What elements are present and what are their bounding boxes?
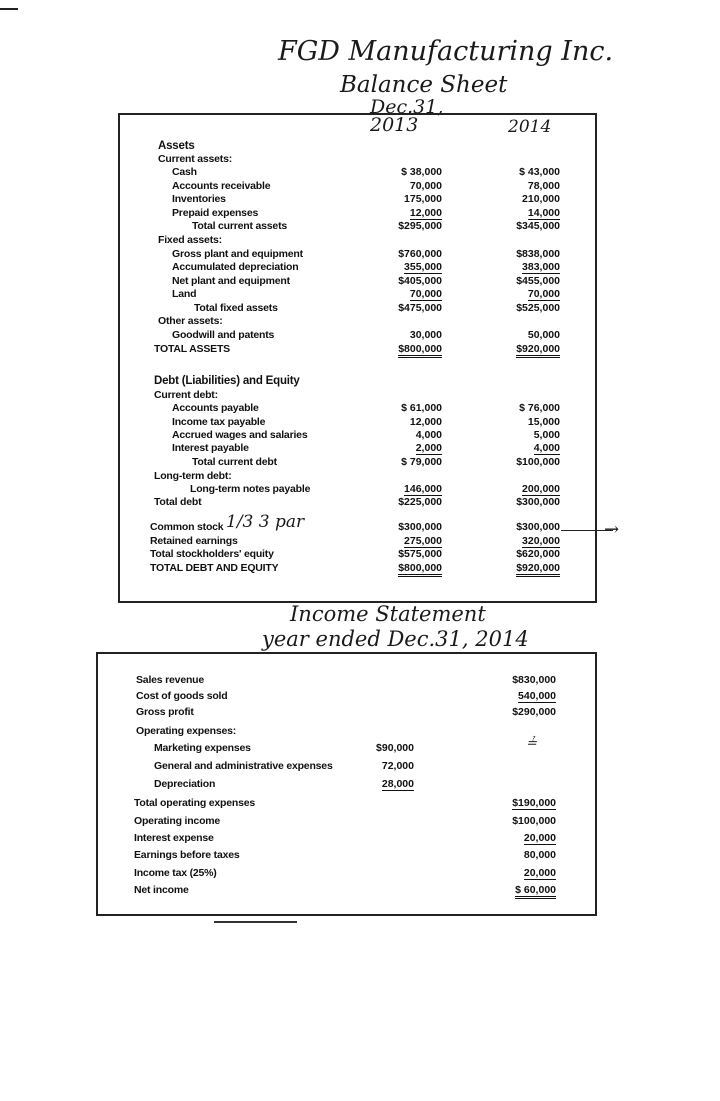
bs-value-v2014: $ 43,000	[519, 166, 560, 178]
bs-value-v2013: 70,000	[409, 180, 442, 192]
bs-value-cell	[372, 416, 442, 428]
bs-value-v2014: $525,000	[516, 302, 560, 314]
year-2013-label: 2013	[370, 114, 419, 136]
bs-value-v2013: $300,000	[398, 521, 442, 533]
is-value-cell	[344, 778, 414, 790]
bs-row-label: Cash	[172, 166, 197, 178]
bs-value-cell	[372, 402, 442, 414]
bs-row-label: Accumulated depreciation	[172, 261, 299, 273]
is-value-right: 20,000	[523, 832, 556, 844]
bs-value-v2013: $575,000	[398, 548, 442, 560]
bs-value-v2014: 383,000	[522, 261, 560, 273]
bs-value-v2013: $ 61,000	[401, 402, 442, 414]
is-value-cell	[486, 690, 556, 702]
bs-value-v2013: 4,000	[415, 429, 442, 441]
bs-value-cell	[490, 429, 560, 441]
bs-value-v2014: $300,000	[516, 521, 560, 533]
bs-row-label: Prepaid expenses	[172, 207, 259, 219]
income-statement-period: year ended Dec.31, 2014	[262, 627, 529, 651]
bs-row-label: Accounts receivable	[172, 180, 271, 192]
bs-value-cell	[372, 248, 442, 260]
bs-value-cell	[372, 288, 442, 300]
is-row-label: Operating expenses:	[136, 725, 237, 737]
par-note: 1/3 3 par	[226, 512, 305, 532]
is-row-label: Cost of goods sold	[136, 690, 228, 702]
is-value-right: $830,000	[512, 674, 556, 686]
bs-row-label: Fixed assets:	[158, 234, 222, 246]
bs-value-v2013: $ 38,000	[401, 166, 442, 178]
bs-row-label: Accrued wages and salaries	[172, 429, 308, 441]
bs-value-cell	[490, 180, 560, 192]
bs-value-v2013: $405,000	[398, 275, 442, 287]
bs-value-cell	[490, 456, 560, 468]
bs-value-cell	[372, 329, 442, 341]
stray-mark: ≟	[526, 736, 537, 751]
bs-value-v2013: 2,000	[415, 442, 442, 454]
bs-value-cell	[372, 496, 442, 508]
bs-value-cell	[490, 261, 560, 273]
bs-value-v2014: 4,000	[533, 442, 560, 454]
bs-value-cell	[490, 496, 560, 508]
is-value-right: 20,000	[523, 867, 556, 879]
bs-value-cell	[490, 275, 560, 287]
is-value-right: $190,000	[512, 797, 556, 809]
bs-value-cell	[372, 456, 442, 468]
bs-value-v2013: $225,000	[398, 496, 442, 508]
bs-value-v2014: $100,000	[516, 456, 560, 468]
is-value-right: $100,000	[512, 815, 556, 827]
bs-value-cell	[490, 248, 560, 260]
bs-value-cell	[372, 343, 442, 355]
bs-row-label: Interest payable	[172, 442, 249, 454]
bs-value-v2014: $920,000	[516, 562, 560, 577]
bs-value-v2013: 275,000	[404, 535, 442, 547]
bs-value-v2014: $ 76,000	[519, 402, 560, 414]
bs-value-cell	[490, 416, 560, 428]
bs-value-cell	[490, 402, 560, 414]
bs-row-label: TOTAL DEBT AND EQUITY	[150, 562, 279, 574]
bs-value-v2014: $345,000	[516, 220, 560, 232]
bs-value-cell	[372, 275, 442, 287]
bs-row-label: Total current assets	[192, 220, 288, 232]
bs-value-v2014: $300,000	[516, 496, 560, 508]
bs-value-cell	[490, 442, 560, 454]
is-value-mid: 28,000	[381, 778, 414, 790]
is-value-mid: $90,000	[376, 742, 414, 754]
bs-row-label: Inventories	[172, 193, 226, 205]
bs-value-v2013: $475,000	[398, 302, 442, 314]
bs-value-v2014: 15,000	[527, 416, 560, 428]
bs-value-v2013: 175,000	[404, 193, 442, 205]
bs-row-label: Land	[172, 288, 197, 300]
bs-value-cell	[372, 220, 442, 232]
is-row-label: Interest expense	[134, 832, 214, 844]
bs-value-v2013: $295,000	[398, 220, 442, 232]
company-name: FGD Manufacturing Inc.	[278, 36, 614, 67]
bs-row-label: Assets	[158, 140, 195, 152]
bs-row-label: TOTAL ASSETS	[154, 343, 230, 355]
bs-row-label: Total stockholders' equity	[150, 548, 274, 560]
is-value-cell	[486, 706, 556, 718]
bs-value-v2013: 70,000	[409, 288, 442, 300]
is-value-cell	[486, 849, 556, 861]
bs-value-cell	[490, 220, 560, 232]
bs-value-v2014: $620,000	[516, 548, 560, 560]
bs-value-cell	[490, 207, 560, 219]
is-row-label: Income tax (25%)	[134, 867, 217, 879]
bs-value-v2014: 78,000	[527, 180, 560, 192]
bs-value-v2013: $800,000	[398, 343, 442, 358]
bs-value-v2014: 200,000	[522, 483, 560, 495]
bs-row-label: Current assets:	[158, 153, 233, 165]
year-2014-label: 2014	[508, 117, 552, 137]
bs-row-label: Income tax payable	[172, 416, 266, 428]
is-value-cell	[486, 867, 556, 879]
bs-value-cell	[490, 343, 560, 355]
bs-value-v2014: $455,000	[516, 275, 560, 287]
is-value-right: 540,000	[518, 690, 556, 702]
is-row-label: Marketing expenses	[154, 742, 251, 754]
is-value-cell	[344, 760, 414, 772]
bs-row-label: Goodwill and patents	[172, 329, 275, 341]
bs-value-v2013: 30,000	[409, 329, 442, 341]
is-row-label: General and administrative expenses	[154, 760, 333, 772]
bs-value-cell	[490, 329, 560, 341]
bs-value-v2014: 70,000	[527, 288, 560, 300]
bs-value-cell	[372, 302, 442, 314]
bs-value-v2014: 5,000	[533, 429, 560, 441]
bs-value-v2013: 12,000	[409, 207, 442, 219]
bs-value-cell	[372, 521, 442, 533]
bs-value-cell	[372, 193, 442, 205]
bs-value-v2014: 320,000	[522, 535, 560, 547]
bs-value-v2014: $838,000	[516, 248, 560, 260]
is-row-label: Operating income	[134, 815, 221, 827]
bs-value-cell	[372, 548, 442, 560]
bs-value-v2013: $760,000	[398, 248, 442, 260]
bs-row-label: Total debt	[154, 496, 202, 508]
bs-value-cell	[372, 483, 442, 495]
is-value-cell	[486, 815, 556, 827]
is-value-right: $290,000	[512, 706, 556, 718]
is-value-right: $ 60,000	[515, 884, 556, 899]
bs-value-cell	[372, 442, 442, 454]
is-value-mid: 72,000	[381, 760, 414, 772]
bs-row-label: Long-term notes payable	[190, 483, 311, 495]
is-row-label: Earnings before taxes	[134, 849, 240, 861]
bs-value-v2013: 146,000	[404, 483, 442, 495]
is-value-cell	[344, 742, 414, 754]
bs-row-label: Total fixed assets	[194, 302, 278, 314]
income-statement-title: Income Statement	[290, 602, 486, 626]
bs-value-cell	[490, 562, 560, 574]
bs-value-v2014: 210,000	[522, 193, 560, 205]
bs-value-cell	[372, 180, 442, 192]
bs-row-label: Long-term debt:	[154, 470, 232, 482]
is-value-cell	[486, 884, 556, 896]
bs-row-label: Debt (Liabilities) and Equity	[154, 375, 300, 387]
bs-value-cell	[372, 429, 442, 441]
bs-value-cell	[490, 193, 560, 205]
bs-row-label: Retained earnings	[150, 535, 238, 547]
document-title: Balance Sheet	[340, 72, 508, 98]
bs-row-label: Current debt:	[154, 389, 218, 401]
bs-row-label: Accounts payable	[172, 402, 259, 414]
arrow-icon: →	[604, 519, 620, 540]
bs-value-cell	[372, 261, 442, 273]
bs-row-label: Net plant and equipment	[172, 275, 290, 287]
bs-value-v2013: $ 79,000	[401, 456, 442, 468]
bs-value-cell	[490, 548, 560, 560]
bs-row-label: Total current debt	[192, 456, 277, 468]
bs-value-cell	[490, 166, 560, 178]
bs-value-cell	[490, 302, 560, 314]
bs-value-v2014: 50,000	[527, 329, 560, 341]
is-row-label: Depreciation	[154, 778, 216, 790]
corner-mark	[0, 8, 18, 10]
is-value-cell	[486, 797, 556, 809]
is-value-cell	[486, 674, 556, 686]
bs-value-cell	[490, 521, 560, 533]
bs-value-v2013: $800,000	[398, 562, 442, 577]
is-value-cell	[486, 832, 556, 844]
footer-line	[214, 921, 297, 923]
bs-row-label: Other assets:	[158, 315, 223, 327]
bs-value-cell	[490, 483, 560, 495]
bs-value-cell	[372, 535, 442, 547]
bs-row-label: Common stock	[150, 521, 224, 533]
bs-value-v2013: 12,000	[409, 416, 442, 428]
bs-value-cell	[372, 166, 442, 178]
date-label: Dec.31,	[370, 96, 444, 118]
bs-row-label: Gross plant and equipment	[172, 248, 303, 260]
bs-value-v2014: $920,000	[516, 343, 560, 358]
is-row-label: Net income	[134, 884, 189, 896]
bs-value-cell	[372, 562, 442, 574]
bs-value-cell	[372, 207, 442, 219]
is-row-label: Total operating expenses	[134, 797, 256, 809]
bs-value-cell	[490, 535, 560, 547]
is-row-label: Gross profit	[136, 706, 194, 718]
bs-value-v2014: 14,000	[527, 207, 560, 219]
is-row-label: Sales revenue	[136, 674, 205, 686]
bs-value-cell	[490, 288, 560, 300]
bs-value-v2013: 355,000	[404, 261, 442, 273]
is-value-right: 80,000	[523, 849, 556, 861]
